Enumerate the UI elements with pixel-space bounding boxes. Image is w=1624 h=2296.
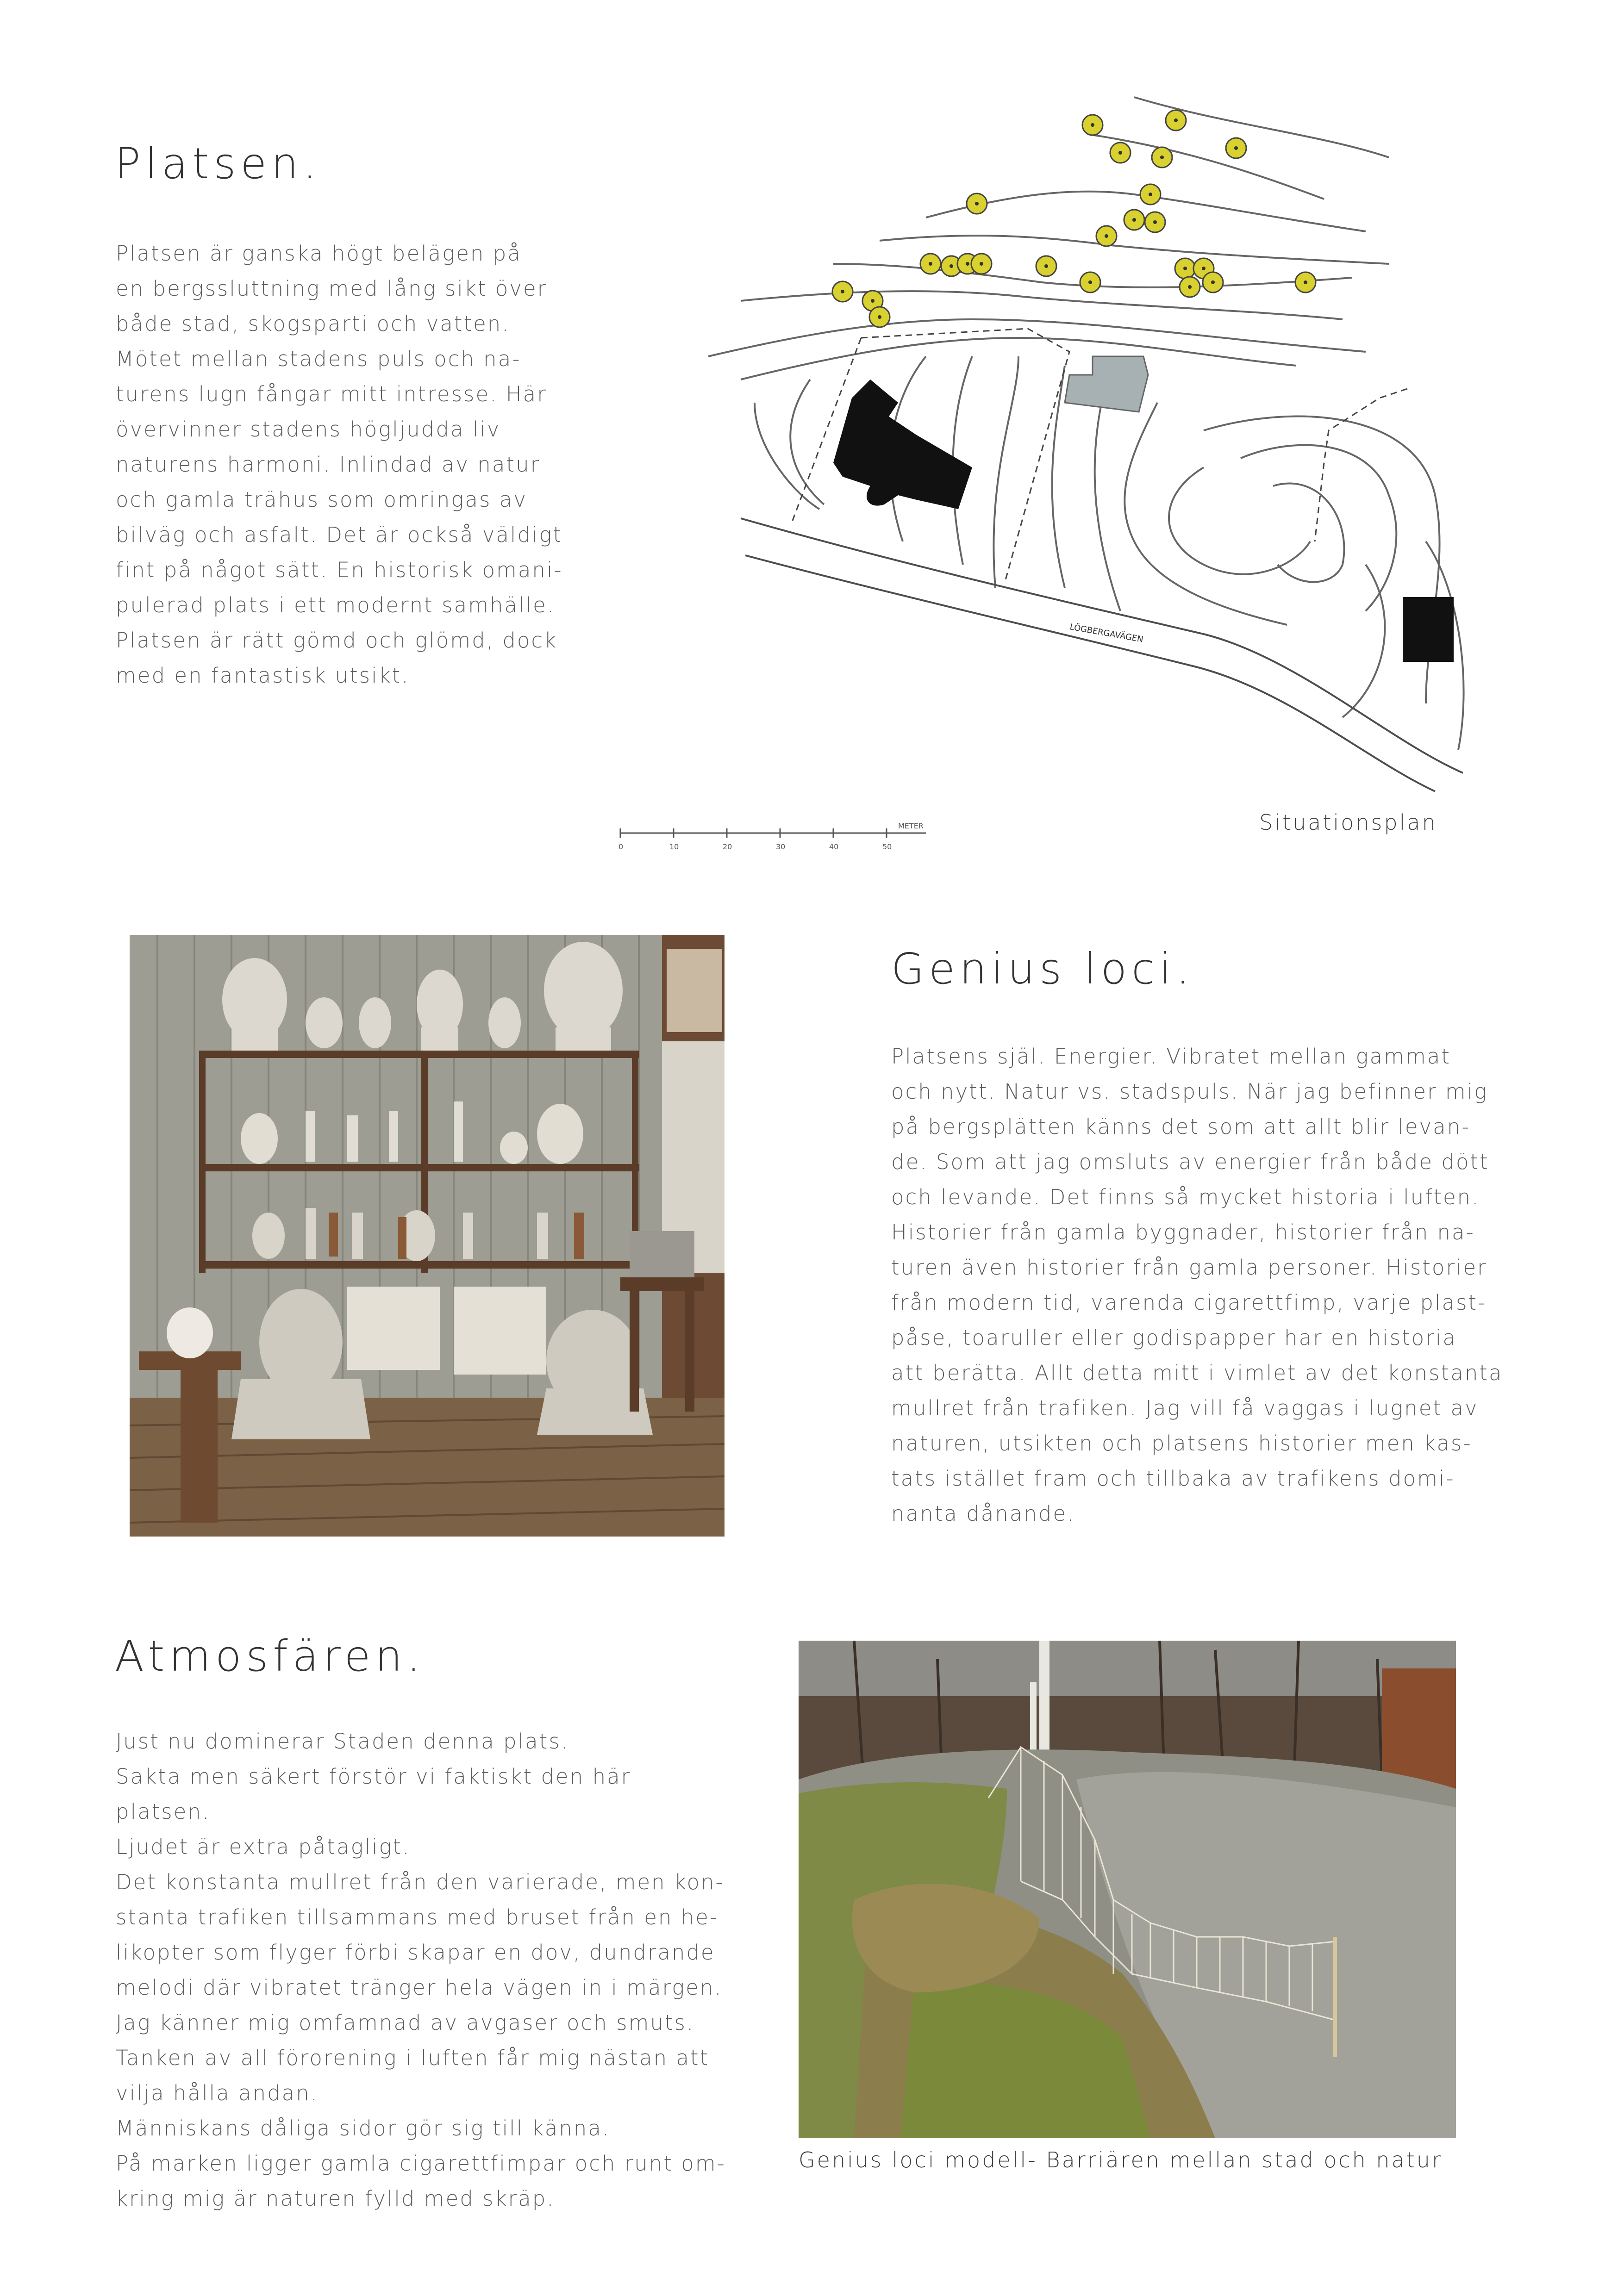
model-photo-caption: Genius loci modell- Barriären mellan stad och natur <box>799 2147 1443 2172</box>
text-line: och nytt. Natur vs. stadspuls. När jag befinner mig <box>891 1079 1488 1104</box>
text-line: Människans dåliga sidor gör sig till känna. <box>116 2116 611 2140</box>
platsen-title: Platsen. <box>115 139 321 188</box>
scale-tick-label: 40 <box>829 842 839 851</box>
buildings <box>833 356 1454 662</box>
text-line: och gamla trähus som omringas av <box>116 487 527 512</box>
text-line: nanta dånande. <box>891 1501 1075 1526</box>
text-line: Sakta men säkert förstör vi faktiskt den här platsen. <box>116 1764 631 1824</box>
site-plan-caption: Situationsplan <box>1259 810 1437 835</box>
scale-tick-label: 20 <box>723 842 732 851</box>
text-line: melodi där vibratet tränger hela vägen in i märgen. <box>116 1975 723 2000</box>
text-line: turens lugn fångar mitt intresse. Här <box>116 382 547 406</box>
scale-labels <box>618 821 924 851</box>
text-line: påse, toaruller eller godispapper har en historia <box>891 1325 1457 1350</box>
scale-tick-label: 30 <box>776 842 786 851</box>
text-line: Platsen är rätt gömd och glömd, dock <box>116 628 558 653</box>
scale-tick-label: 50 <box>882 842 892 851</box>
text-line: och levande. Det finns så mycket historia i luften. <box>891 1185 1480 1209</box>
text-line: naturen, utsikten och platsens historier men kas- <box>891 1431 1472 1456</box>
scale-unit-label: METER <box>898 821 924 830</box>
atmosfar-title: Atmosfären. <box>115 1631 425 1681</box>
genius-loci-text <box>891 1039 1512 1531</box>
text-line: kring mig är naturen fylld med skräp. <box>116 2186 555 2211</box>
genius-loci-title: Genius loci. <box>891 944 1194 994</box>
text-line: Tanken av all förorening i luften får mig nästan att <box>116 2046 710 2070</box>
text-line: Just nu dominerar Staden denna plats. <box>116 1729 569 1754</box>
tree-centers <box>841 118 1307 319</box>
text-line: vilja hålla andan. <box>116 2081 319 2105</box>
text-line: tats istället fram och tillbaka av trafikens domi- <box>891 1466 1455 1491</box>
text-line: Mötet mellan stadens puls och na- <box>116 347 521 371</box>
text-line: från modern tid, varenda cigarettfimp, varje plast- <box>891 1290 1487 1315</box>
text-line: pulerad plats i ett modernt samhälle. <box>116 593 556 617</box>
road-label: LÖGBERGAVÄGEN <box>1069 622 1144 645</box>
text-line: övervinner stadens högljudda liv <box>116 417 501 442</box>
road <box>741 518 1463 791</box>
model-photo <box>799 1641 1456 2138</box>
text-line: bilväg och asfalt. Det är också väldigt <box>116 523 563 547</box>
scale-tick-label: 10 <box>669 842 679 851</box>
text-line: På marken ligger gamla cigarettfimpar och runt om- <box>116 2151 726 2176</box>
text-line: Historier från gamla byggnader, historier från na- <box>891 1220 1475 1244</box>
text-line: Ljudet är extra påtagligt. <box>116 1835 411 1859</box>
text-line: stanta trafiken tillsammans med bruset från en he- <box>116 1905 719 1929</box>
text-line: på bergsplätten känns det som att allt blir levan- <box>891 1114 1471 1139</box>
text-line: fint på något sätt. En historisk omani- <box>116 558 563 582</box>
text-line: turen även historier från gamla personer. Historier <box>891 1255 1487 1280</box>
text-line: naturens harmoni. Inlindad av natur <box>116 452 541 477</box>
text-line: de. Som att jag omsluts av energier från både dött <box>891 1150 1489 1174</box>
text-line: Platsens själ. Energier. Vibratet mellan gammat <box>891 1044 1451 1069</box>
text-line: att berätta. Allt detta mitt i vimlet av det konstanta <box>891 1361 1503 1385</box>
building-black-square <box>1403 597 1454 662</box>
text-line: Platsen är ganska högt belägen på <box>116 241 522 266</box>
building-grey <box>1065 356 1148 412</box>
text-line: en bergssluttning med lång sikt över <box>116 276 548 301</box>
text-line: med en fantastisk utsikt. <box>116 663 410 688</box>
text-line: mullret från trafiken. Jag vill få vaggas i lugnet av <box>891 1396 1479 1420</box>
scale-tick-label: 0 <box>618 842 624 851</box>
trees <box>832 110 1316 327</box>
contour-lines <box>708 97 1464 750</box>
text-line: Jag känner mig omfamnad av avgaser och smuts. <box>116 2010 695 2035</box>
text-line: Det konstanta mullret från den varierade, men kon- <box>116 1870 725 1894</box>
text-line: både stad, skogsparti och vatten. <box>116 311 510 336</box>
text-line: likopter som flyger förbi skapar en dov, dundrande <box>116 1940 715 1965</box>
scale-bar <box>620 828 926 838</box>
site-plan-drawing <box>602 79 1509 875</box>
studio-photo <box>130 935 725 1537</box>
platsen-text <box>116 236 579 693</box>
atmosfar-text <box>116 1724 727 2216</box>
